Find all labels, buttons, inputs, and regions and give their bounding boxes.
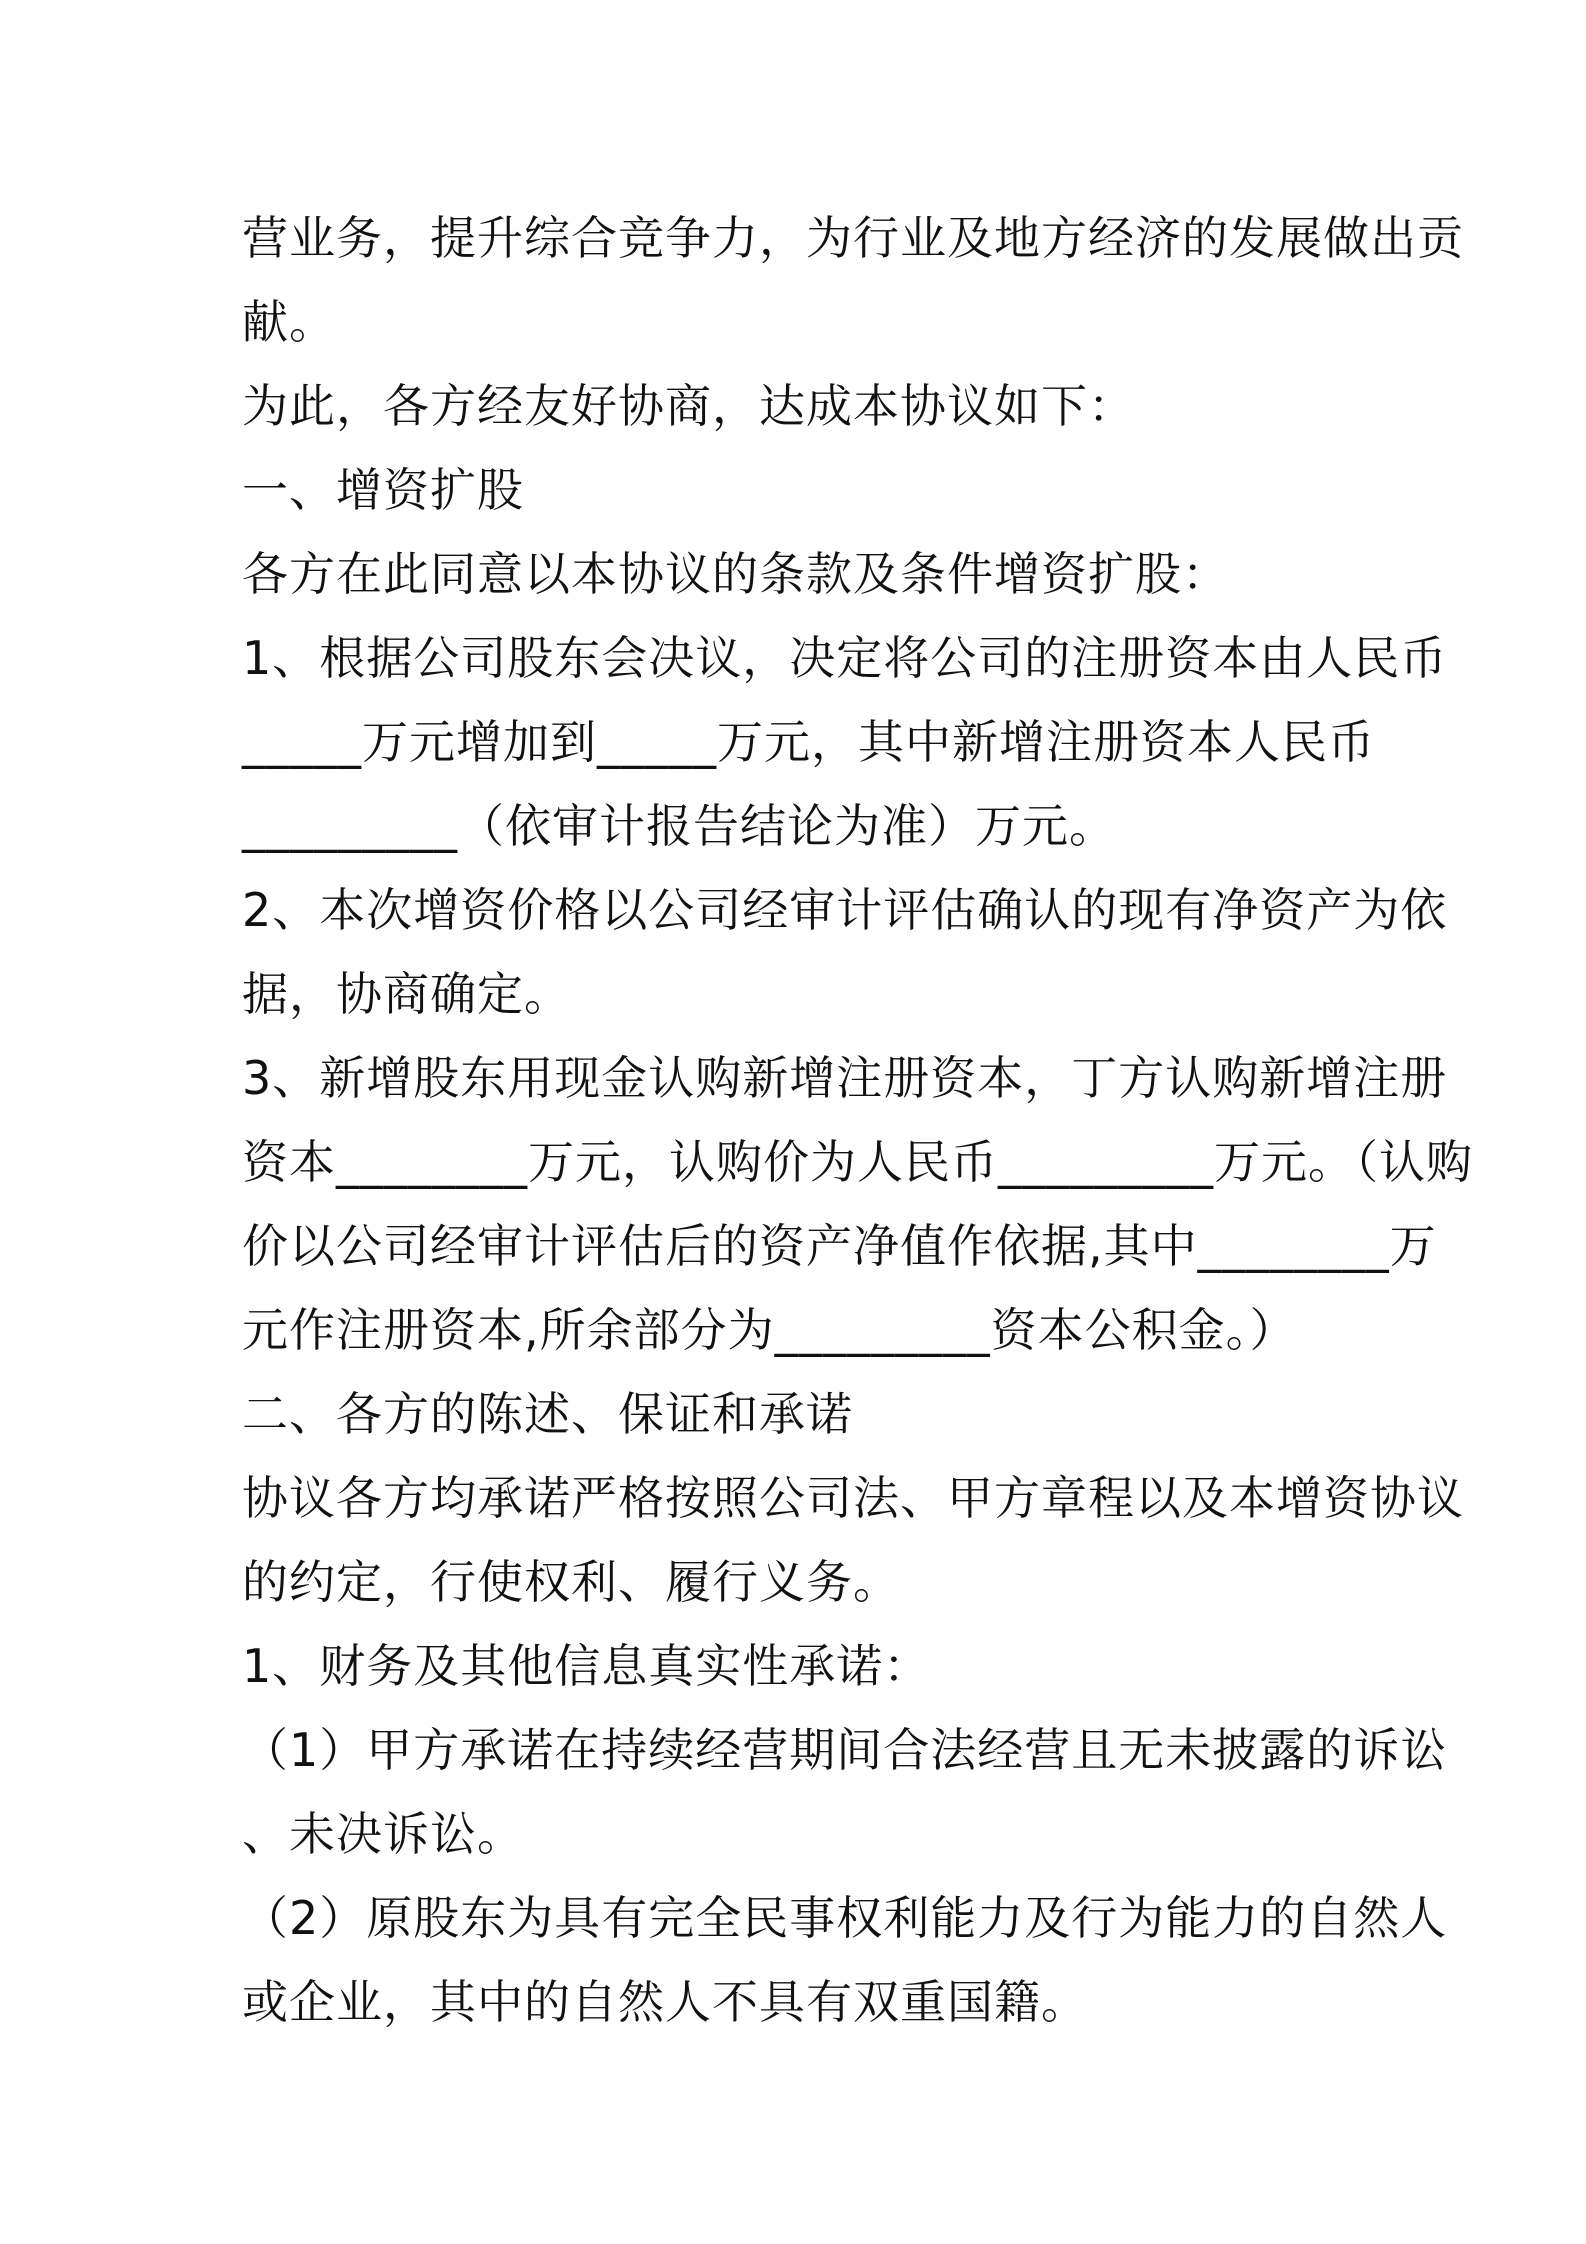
- clause-line: （2）原股东为具有完全民事权利能力及行为能力的自然人: [242, 1891, 1448, 1945]
- section-heading: 一、增资扩股: [242, 463, 524, 517]
- paragraph-line: 为此，各方经友好协商，达成本协议如下：: [242, 379, 1135, 433]
- subsection-heading: 1、财务及其他信息真实性承诺：: [242, 1639, 931, 1693]
- document-body: [242, 196, 1473, 2044]
- clause-line: 资本________万元，认购价为人民币_________万元。（认购: [242, 1135, 1473, 1189]
- clause-line: 1、根据公司股东会决议，决定将公司的注册资本由人民币: [242, 631, 1448, 685]
- paragraph-line: 营业务，提升综合竞争力，为行业及地方经济的发展做出贡: [242, 211, 1464, 265]
- clause-line: 据，协商确定。: [242, 967, 571, 1021]
- clause-line: _________（依审计报告结论为准）万元。: [242, 799, 1116, 853]
- clause-line: 元作注册资本,所余部分为_________资本公积金。）: [242, 1303, 1297, 1357]
- paragraph-line: 的约定，行使权利、履行义务。: [242, 1555, 900, 1609]
- clause-line: 价以公司经审计评估后的资产净值作依据,其中________万: [242, 1219, 1437, 1273]
- paragraph-line: 各方在此同意以本协议的条款及条件增资扩股：: [242, 547, 1229, 601]
- clause-line: 3、新增股东用现金认购新增注册资本，丁方认购新增注册: [242, 1051, 1448, 1105]
- clause-line: 或企业，其中的自然人不具有双重国籍。: [242, 1975, 1088, 2029]
- clause-line: （1）甲方承诺在持续经营期间合法经营且无未披露的诉讼: [242, 1723, 1448, 1777]
- paragraph-line: 献。: [242, 295, 336, 349]
- clause-line: 2、本次增资价格以公司经审计评估确认的现有净资产为依: [242, 883, 1448, 937]
- clause-line: _____万元增加到_____万元，其中新增注册资本人民币: [242, 715, 1375, 769]
- section-heading: 二、各方的陈述、保证和承诺: [242, 1387, 853, 1441]
- clause-line: 、未决诉讼。: [242, 1807, 524, 1861]
- paragraph-line: 协议各方均承诺严格按照公司法、甲方章程以及本增资协议: [242, 1471, 1464, 1525]
